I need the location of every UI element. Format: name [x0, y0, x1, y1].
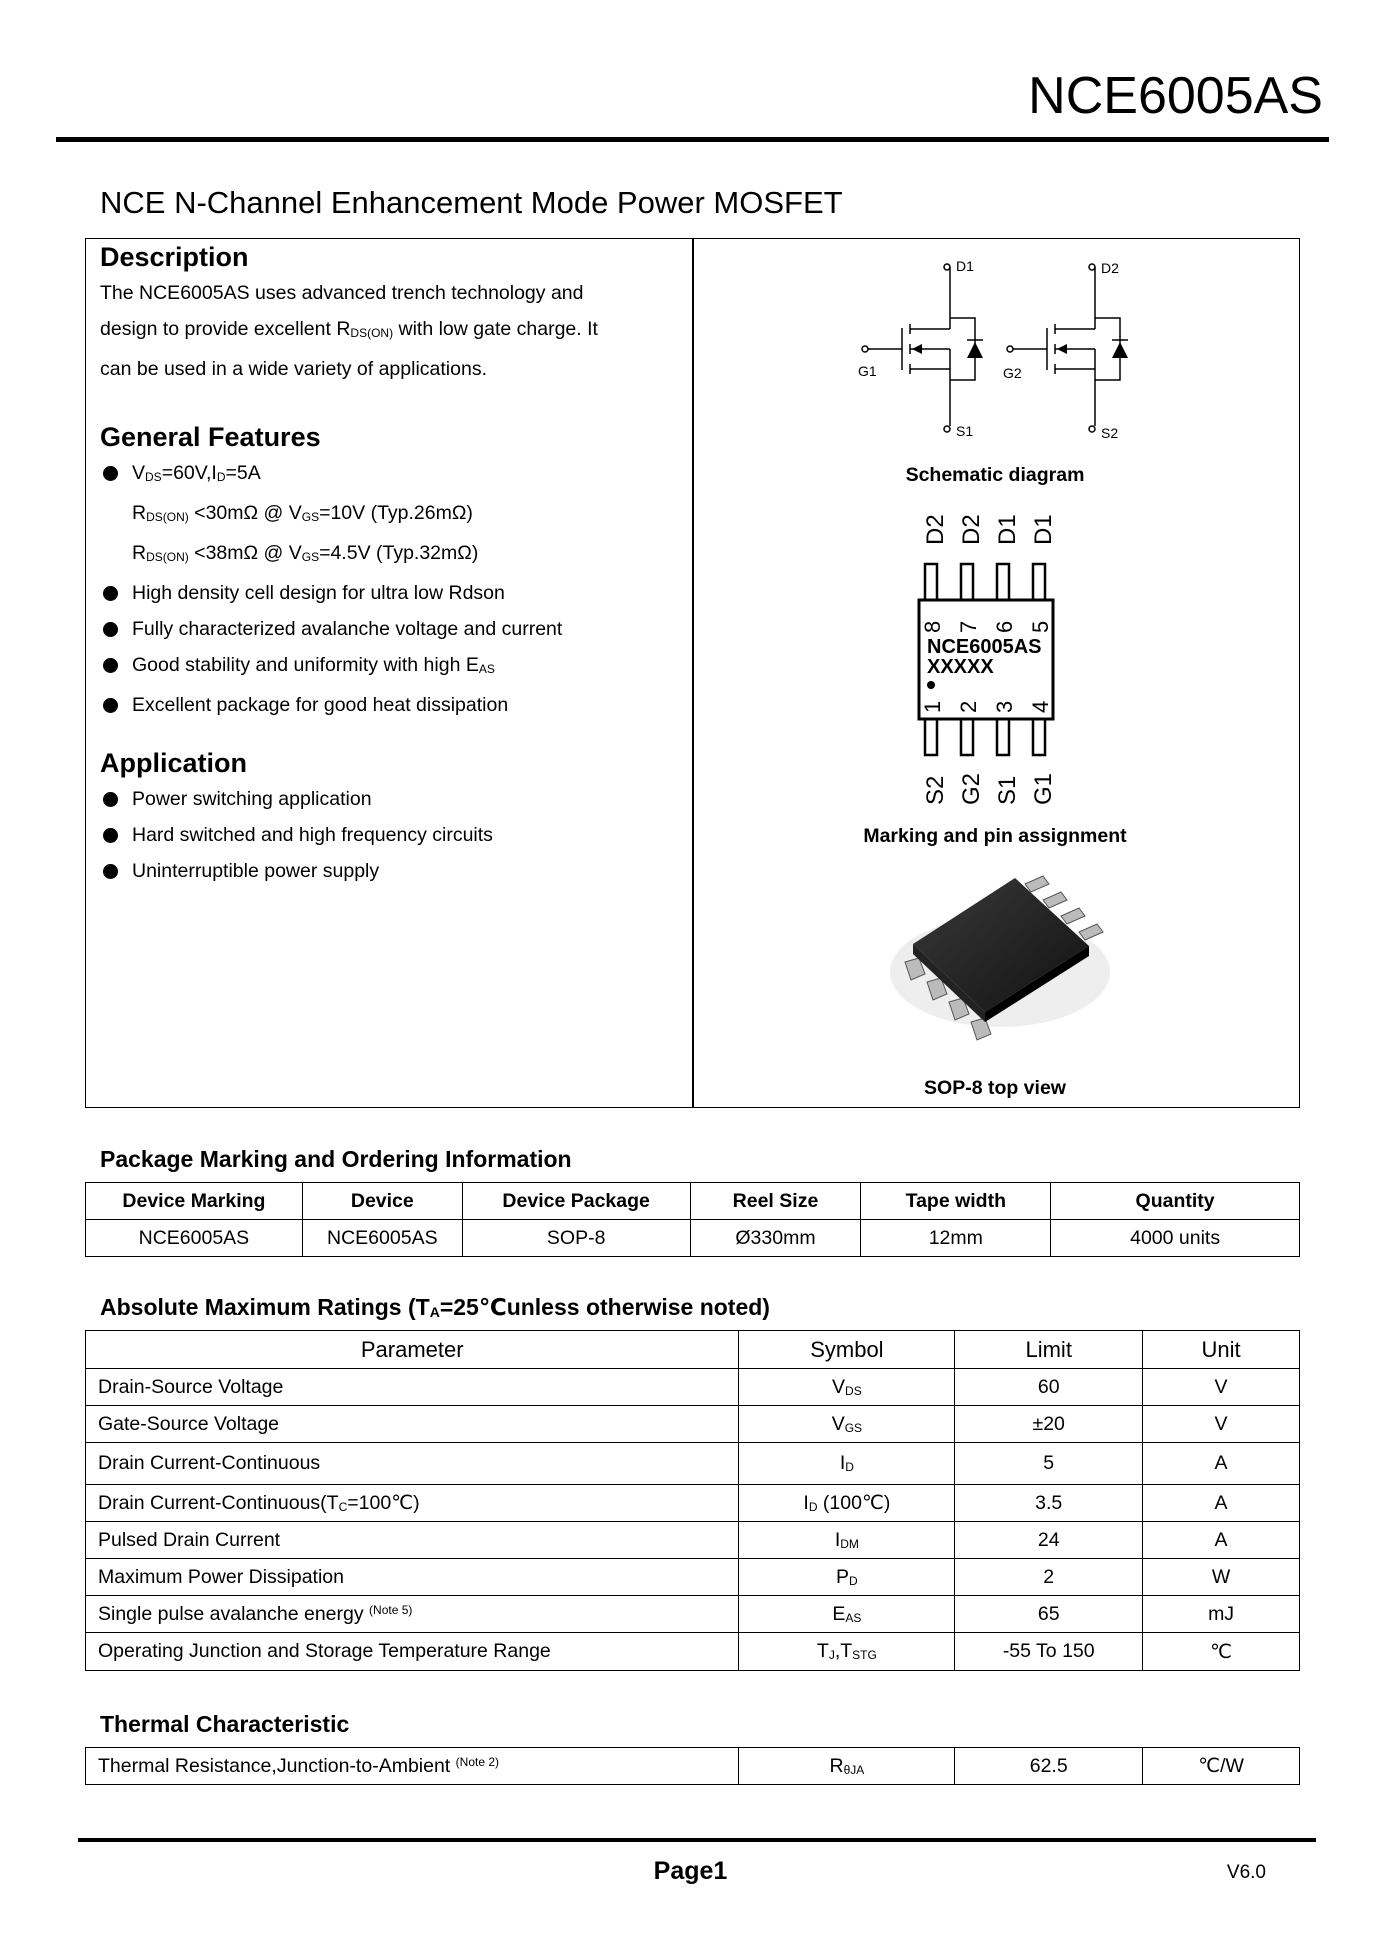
table-cell: NCE6005AS [302, 1220, 462, 1257]
pin-assignment-diagram [895, 505, 1095, 805]
column-header: Reel Size [690, 1183, 861, 1220]
page-number: Page1 [653, 1857, 728, 1885]
limit-cell: 62.5 [955, 1748, 1143, 1785]
application-item: Hard switched and high frequency circuits [100, 817, 680, 853]
top-pin-label: D2 [958, 514, 985, 545]
unit-cell: A [1143, 1485, 1300, 1522]
param-cell: Single pulse avalanche energy $^{(Note 5)}$ [86, 1596, 739, 1633]
unit-cell: ℃/W [1143, 1748, 1300, 1785]
label-s2: S2 [1101, 425, 1119, 441]
symbol-cell: $I_{DM}$ [739, 1522, 955, 1559]
label-d1: D1 [956, 258, 974, 274]
feature-item: $V_{DS}=60V,I_D=5A$ [100, 455, 680, 495]
application-section [100, 748, 680, 889]
limit-cell: -55 To 150 [955, 1633, 1143, 1671]
symbol-cell: $E_{AS}$ [739, 1596, 955, 1633]
limit-cell: 5 [955, 1443, 1143, 1485]
bottom-pin-label: S1 [994, 775, 1021, 805]
table-row [86, 1485, 1300, 1522]
bottom-pin-label: S2 [922, 775, 949, 805]
bullet-icon [103, 466, 118, 481]
unit-cell: ℃ [1143, 1633, 1300, 1671]
limit-cell: 60 [955, 1369, 1143, 1406]
version-label: V6.0 [1226, 1862, 1266, 1883]
symbol-cell: $R_{\theta JA}$ [739, 1748, 955, 1785]
package-view-caption: SOP-8 top view [924, 1077, 1066, 1099]
param-cell: Maximum Power Dissipation [86, 1559, 739, 1596]
table-cell: Ø330mm [690, 1220, 861, 1257]
table-row [86, 1559, 1300, 1596]
column-header: Limit [955, 1331, 1143, 1369]
table-row [86, 1443, 1300, 1485]
bullet-icon [103, 658, 118, 673]
application-item: Uninterruptible power supply [100, 853, 680, 889]
ordering-table [85, 1182, 1300, 1257]
column-header: Unit [1143, 1331, 1300, 1369]
bullet-icon [103, 586, 118, 601]
top-pin-label: D1 [1030, 514, 1057, 545]
symbol-cell: $I_D$ (100℃) [739, 1485, 955, 1522]
ratings-table [85, 1330, 1300, 1671]
description-line-2: design to provide excellent $R_{DS(ON)}$ with low gate charge. It [100, 318, 598, 340]
feature-item: High density cell design for ultra low Rdson [100, 575, 680, 611]
column-header: Parameter [86, 1331, 739, 1369]
table-cell: 12mm [861, 1220, 1051, 1257]
pin1-dot-icon [927, 681, 935, 689]
description-text [100, 275, 660, 387]
top-pin-number: 5 [1028, 620, 1053, 633]
param-cell: Operating Junction and Storage Temperature Range [86, 1633, 739, 1671]
table-row [86, 1596, 1300, 1633]
label-d2: D2 [1101, 260, 1119, 276]
limit-cell: 3.5 [955, 1485, 1143, 1522]
application-heading: Application [100, 748, 247, 778]
symbol-cell: $P_D$ [739, 1559, 955, 1596]
symbol-cell: $I_D$ [739, 1443, 955, 1485]
symbol-cell: $V_{DS}$ [739, 1369, 955, 1406]
description-line-3: can be used in a wide variety of applications. [100, 358, 487, 380]
limit-cell: 2 [955, 1559, 1143, 1596]
overview-divider [692, 238, 694, 1108]
feature-item: $R_{DS(ON)} <38m\Omega$ @ $V_{GS}=4.5V$ (Typ.32mΩ) [132, 542, 479, 564]
mosfet-symbol-2 [1007, 264, 1128, 432]
bullet-icon [103, 698, 118, 713]
bottom-pin-label: G2 [958, 772, 985, 805]
feature-item: Good stability and uniformity with high $E_{AS}$ [100, 647, 680, 687]
param-cell: Drain-Source Voltage [86, 1369, 739, 1406]
param-cell: Drain Current-$Continuous(T_C=100℃)$ [86, 1485, 739, 1522]
arrow-icon [912, 344, 922, 354]
limit-cell: 24 [955, 1522, 1143, 1559]
unit-cell: A [1143, 1522, 1300, 1559]
description-line-1: The NCE6005AS uses advanced trench technology and [100, 282, 584, 304]
label-g1: G1 [858, 363, 877, 379]
diode-icon [1112, 342, 1128, 358]
mosfet-symbol-1 [862, 264, 983, 432]
bullet-icon [103, 792, 118, 807]
document-subtitle: NCE N-Channel Enhancement Mode Power MOSFET [100, 185, 843, 220]
unit-cell: V [1143, 1406, 1300, 1443]
top-pin-number: 7 [956, 620, 981, 633]
marking-text-line-1: NCE6005AS [927, 636, 1042, 658]
symbol-cell: $V_{GS}$ [739, 1406, 955, 1443]
table-row [86, 1369, 1300, 1406]
bullet-icon [103, 864, 118, 879]
top-pin-label: D2 [922, 514, 949, 545]
description-heading: Description [100, 242, 249, 272]
part-number-title: NCE6005AS [1028, 67, 1323, 125]
table-cell: SOP-8 [462, 1220, 690, 1257]
bullet-icon [103, 622, 118, 637]
symbol-cell: $T_J,T_{STG}$ [739, 1633, 955, 1671]
ratings-title: Absolute Maximum Ratings ($T_A=25℃unless$ otherwise noted) [100, 1294, 770, 1320]
marking-text-line-2: XXXXX [927, 656, 994, 678]
footer-rule [78, 1838, 1316, 1842]
table-row [86, 1633, 1300, 1671]
ordering-title: Package Marking and Ordering Information [100, 1146, 572, 1172]
bullet-icon [103, 828, 118, 843]
unit-cell: W [1143, 1559, 1300, 1596]
bottom-pin-number: 1 [920, 700, 945, 713]
column-header: Device Package [462, 1183, 690, 1220]
limit-cell: 65 [955, 1596, 1143, 1633]
thermal-table [85, 1747, 1300, 1785]
label-s1: S1 [956, 423, 974, 439]
top-pin-number: 8 [920, 620, 945, 633]
column-header: Device [302, 1183, 462, 1220]
label-g2: G2 [1003, 365, 1022, 381]
feature-item: Excellent package for good heat dissipation [100, 687, 680, 723]
column-header: Quantity [1051, 1183, 1300, 1220]
param-cell: Pulsed Drain Current [86, 1522, 739, 1559]
application-list [100, 781, 680, 889]
unit-cell: A [1143, 1443, 1300, 1485]
column-header: Device Marking [86, 1183, 303, 1220]
table-row [86, 1748, 1300, 1785]
application-item: Power switching application [100, 781, 680, 817]
thermal-title: Thermal Characteristic [100, 1711, 350, 1737]
table-row [86, 1220, 1300, 1257]
top-pin-label: D1 [994, 514, 1021, 545]
description-section [100, 242, 660, 387]
feature-item: $R_{DS(ON)} <30m\Omega$ @ $V_{GS}=10V$ (Typ.26mΩ) [132, 502, 473, 524]
unit-cell: mJ [1143, 1596, 1300, 1633]
bottom-pin-number: 4 [1028, 700, 1053, 713]
marking-caption: Marking and pin assignment [863, 825, 1127, 847]
bottom-pin-number: 2 [956, 700, 981, 713]
param-cell: Drain Current-Continuous [86, 1443, 739, 1485]
header-rule [56, 137, 1329, 142]
top-pin-number: 6 [992, 620, 1017, 633]
sop8-package-image [875, 862, 1120, 1042]
column-header: Tape width [861, 1183, 1051, 1220]
bottom-pin-label: G1 [1030, 772, 1057, 805]
param-cell: Thermal Resistance,Junction-to-Ambient $^{(Note 2)}$ [86, 1748, 739, 1785]
schematic-diagram [840, 250, 1160, 450]
features-section [100, 422, 680, 723]
table-row [86, 1522, 1300, 1559]
bottom-pin-number: 3 [992, 700, 1017, 713]
arrow-icon [1057, 344, 1067, 354]
features-list [100, 455, 680, 723]
features-heading: General Features [100, 422, 321, 452]
column-header: Symbol [739, 1331, 955, 1369]
table-header-row [86, 1331, 1300, 1369]
feature-item: Fully characterized avalanche voltage and current [100, 611, 680, 647]
limit-cell: ±20 [955, 1406, 1143, 1443]
table-row [86, 1406, 1300, 1443]
unit-cell: V [1143, 1369, 1300, 1406]
schematic-caption: Schematic diagram [905, 464, 1085, 486]
table-cell: NCE6005AS [86, 1220, 303, 1257]
diode-icon [967, 342, 983, 358]
param-cell: Gate-Source Voltage [86, 1406, 739, 1443]
table-header-row [86, 1183, 1300, 1220]
table-cell: 4000 units [1051, 1220, 1300, 1257]
